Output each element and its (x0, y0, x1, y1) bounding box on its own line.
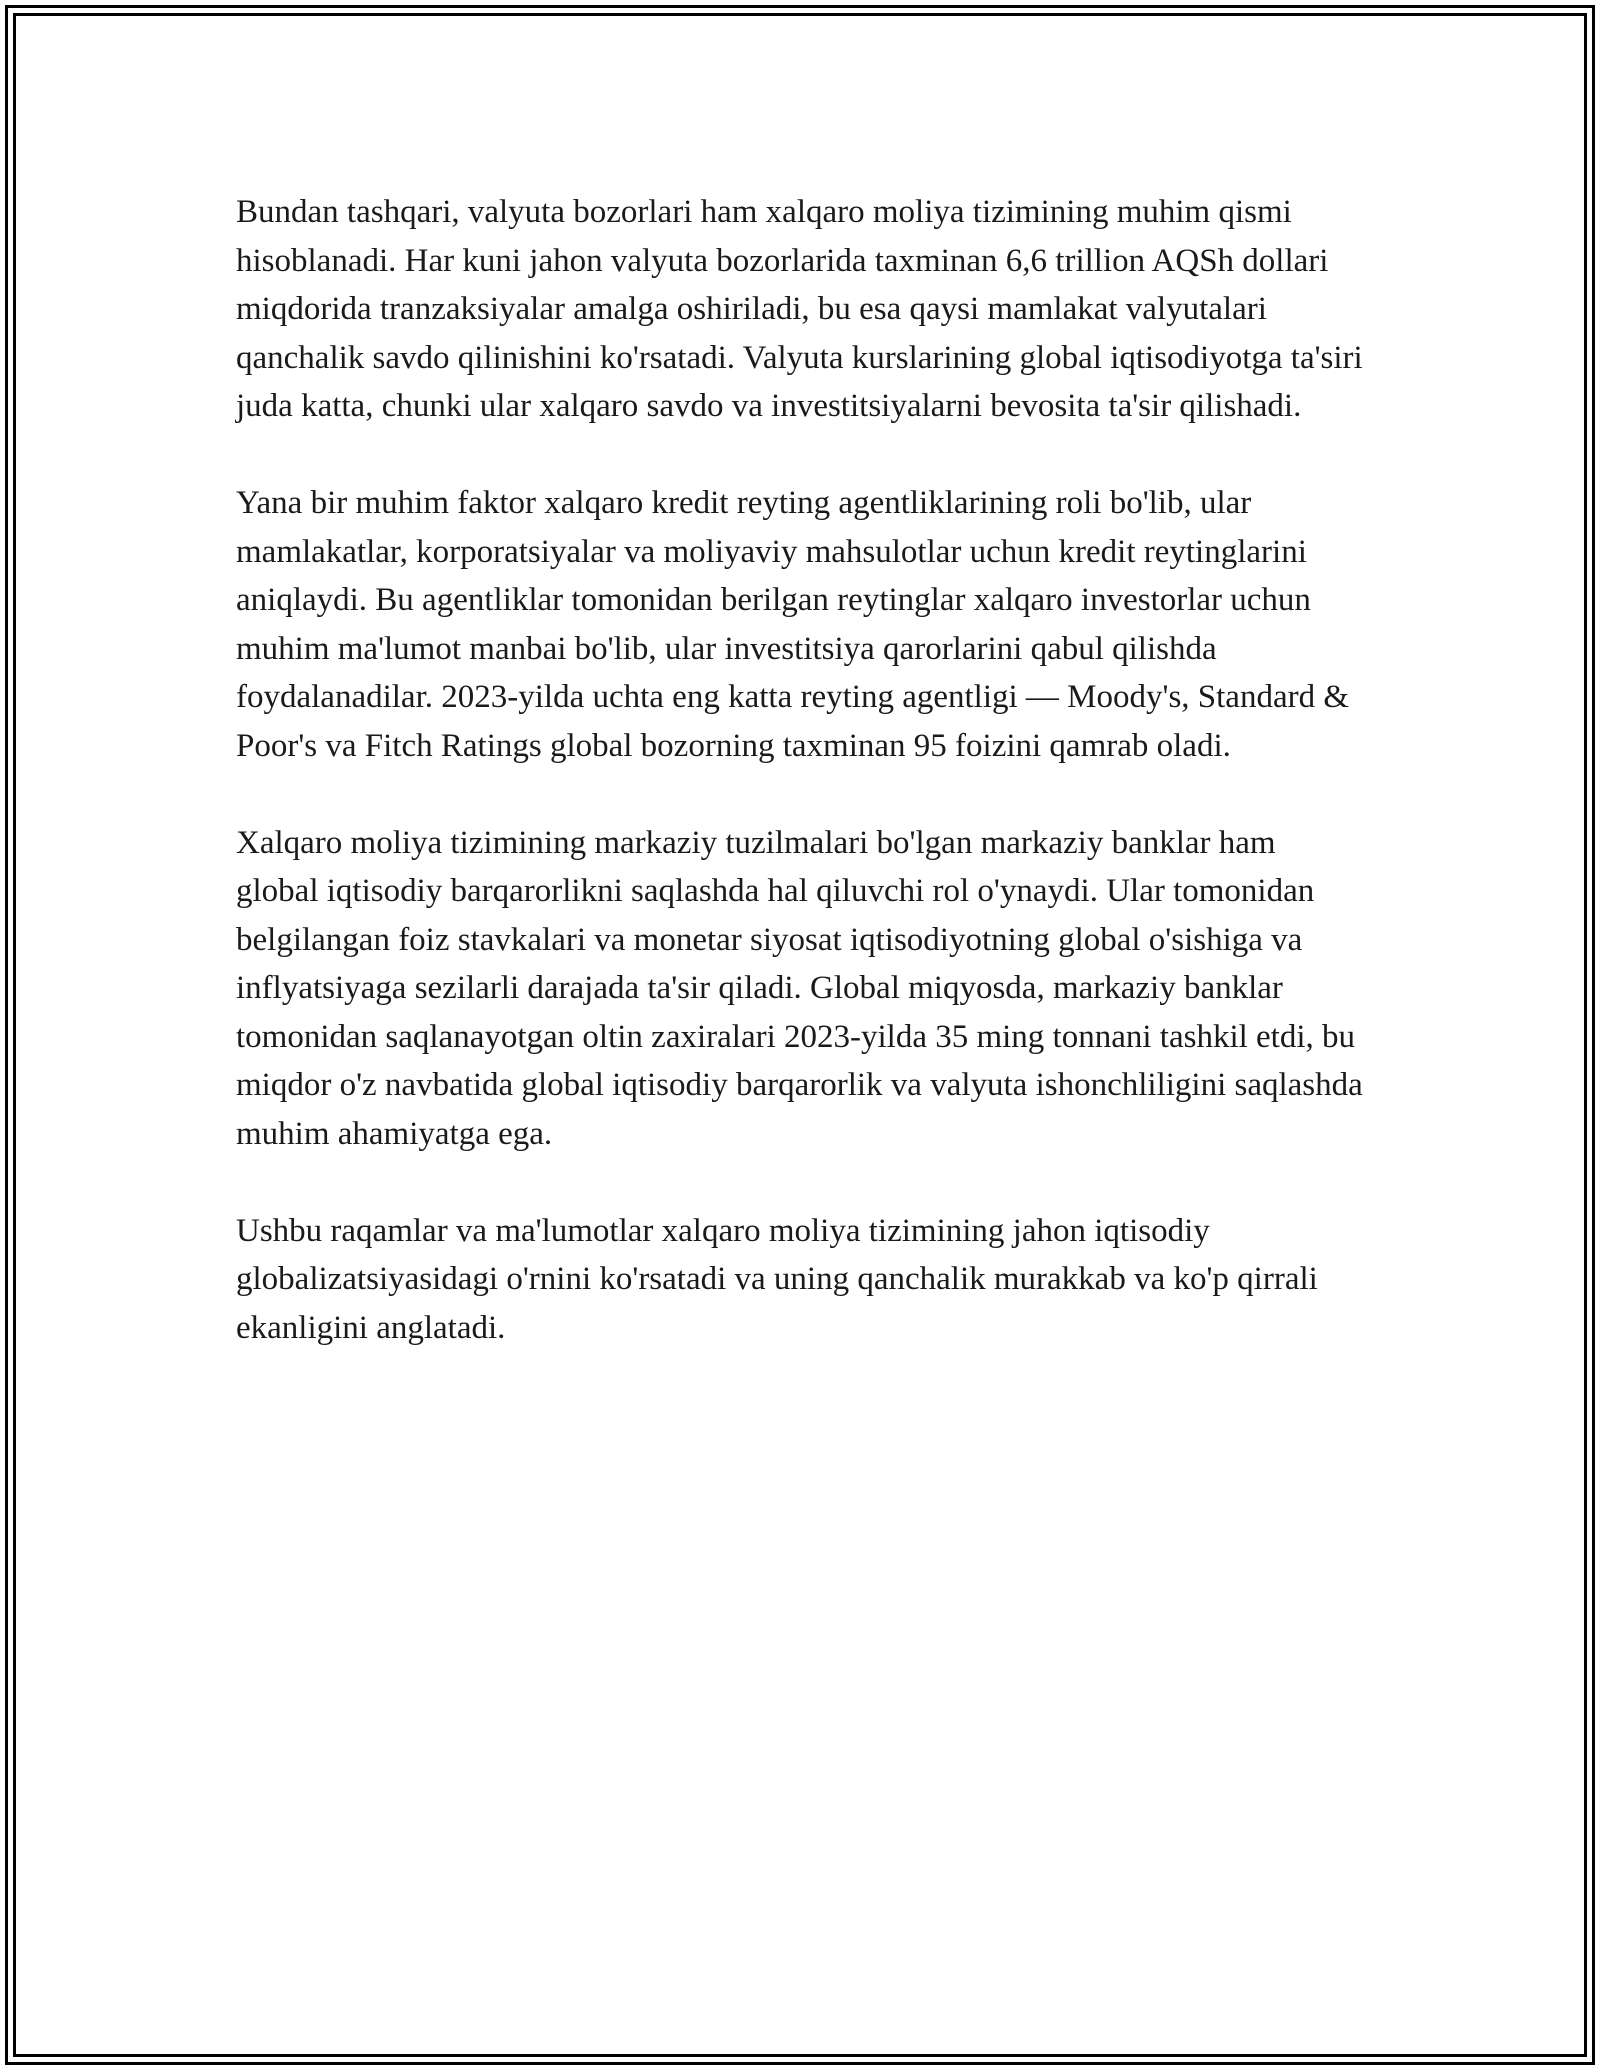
paragraph-conclusion: Ushbu raqamlar va ma'lumotlar xalqaro moliya tizimining jahon iqtisodiy globalizatsiyasidagi o'rnini ko'rsatadi va uning qanchalik murakkab va ko'p qirrali ekanligini anglatadi. (236, 1212, 1318, 1346)
paragraph-currency-markets: Bundan tashqari, valyuta bozorlari ham xalqaro moliya tizimining muhim qismi hisoblanadi. Har kuni jahon valyuta bozorlarida taxminan 6,6 trillion AQSh dollari miqdorida tranzaksiyalar amalga oshiriladi, bu esa qaysi mamlakat valyutalari qanchalik savdo qilinishini ko'rsatadi. Valyuta kurslarining global iqtisodiyotga ta'siri juda katta, chunki ular xalqaro savdo va investitsiyalarni bevosita ta'sir qilishadi. (236, 194, 1363, 424)
document-body (236, 188, 1366, 1352)
paragraph-rating-agencies: Yana bir muhim faktor xalqaro kredit reyting agentliklarining roli bo'lib, ular mamlakatlar, korporatsiyalar va moliyaviy mahsulotlar uchun kredit reytinglarini aniqlaydi. Bu agentliklar tomonidan berilgan reytinglar xalqaro investorlar uchun muhim ma'lumot manbai bo'lib, ular investitsiya qarorlarini qabul qilishda foydalanadilar. 2023-yilda uchta eng katta reyting agentligi — Moody's, Standard & Poor's va Fitch Ratings global bozorning taxminan 95 foizini qamrab oladi. (236, 485, 1350, 764)
paragraph-central-banks: Xalqaro moliya tizimining markaziy tuzilmalari bo'lgan markaziy banklar ham global iqtisodiy barqarorlikni saqlashda hal qiluvchi rol o'ynaydi. Ular tomonidan belgilangan foiz stavkalari va monetar siyosat iqtisodiyotning global o'sishiga va inflyatsiyaga sezilarli darajada ta'sir qiladi. Global miqyosda, markaziy banklar tomonidan saqlanayotgan oltin zaxiralari 2023-yilda 35 ming tonnani tashkil etdi, bu miqdor o'z navbatida global iqtisodiy barqarorlik va valyuta ishonchliligini saqlashda muhim ahamiyatga ega. (236, 824, 1363, 1152)
